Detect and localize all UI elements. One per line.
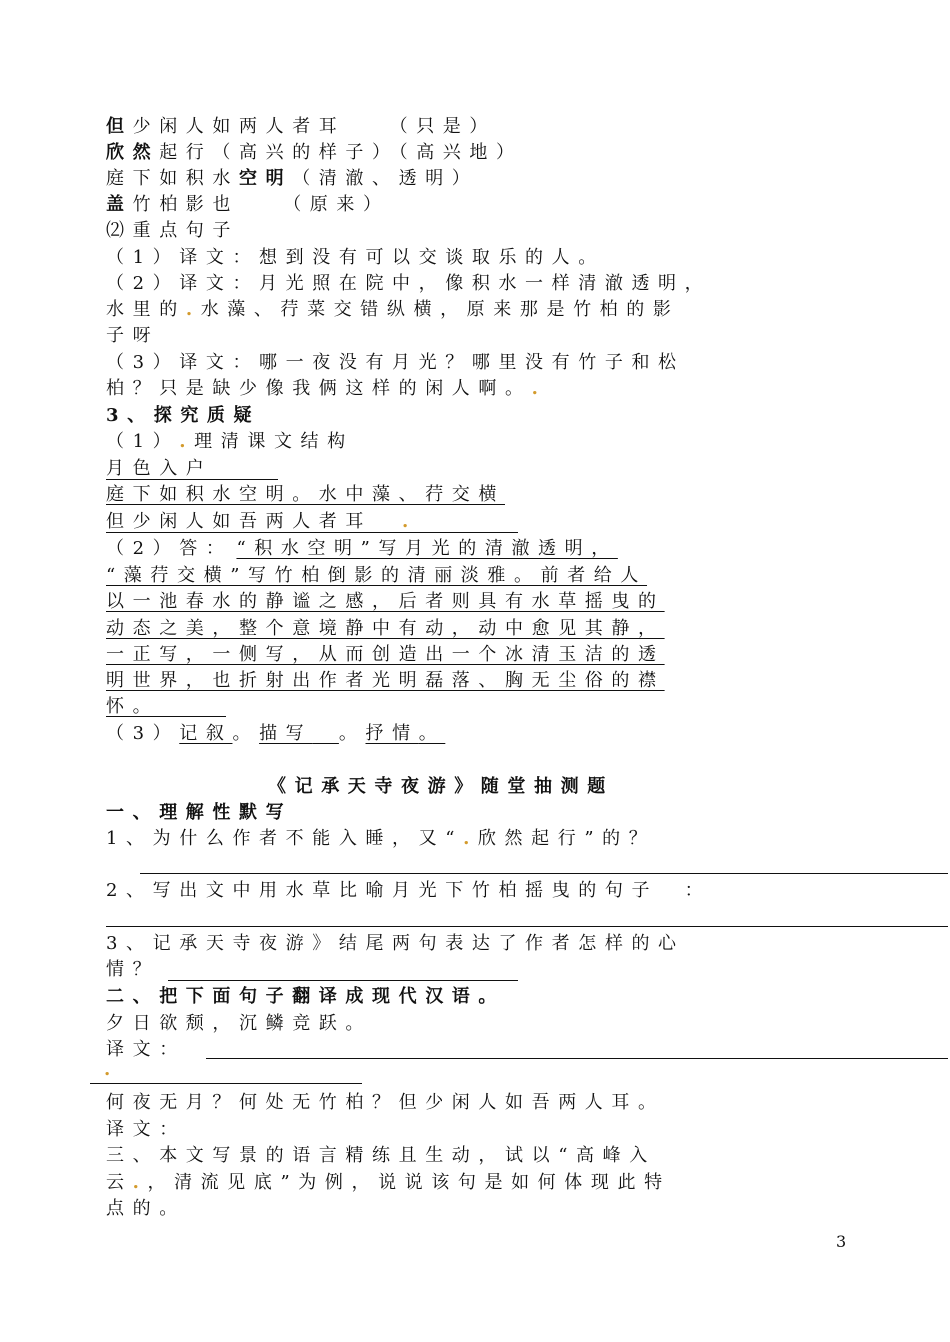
quiz-question-3-cont: 情？ [106, 959, 160, 980]
vocab-line-1: 但少闲人如两人者耳 （只是） [106, 116, 497, 137]
page-number: 3 [836, 1232, 847, 1251]
answer-2: （2）答： “积水空明”写月光的清澈透明， [106, 538, 618, 559]
quiz-question-3: 3、记承天寺夜游》结尾两句表达了作者怎样的心 [106, 933, 685, 954]
mark-dot: . [463, 828, 478, 849]
mark-dot: . [402, 511, 417, 532]
mark-dot: . [132, 1172, 148, 1193]
translation-label-2: 译文： [106, 1119, 186, 1140]
translation-2: （2）译文：月光照在院中，像积水一样清澈透明， [106, 273, 712, 294]
quiz-section-3-end: 点的。 [106, 1198, 186, 1219]
answer-blank-line[interactable] [90, 1083, 362, 1084]
answer-2-line-3: 以一池春水的静谧之感，后者则具有水草摇曳的 [106, 591, 665, 612]
mark-dot: . [531, 378, 547, 399]
translation-1: （1）译文：想到没有可以交谈取乐的人。 [106, 247, 605, 268]
translation-3: （3）译文：哪一夜没有月光？哪里没有竹子和松 [106, 352, 685, 373]
keyword: 但 [106, 116, 133, 137]
translation-label: 译文： [106, 1039, 186, 1060]
answer-blank-line[interactable] [140, 873, 948, 874]
underline [106, 532, 518, 533]
answer-2-line-7: 怀。 [106, 696, 160, 717]
quiz-title: 《记承天寺夜游》随堂抽测题 [268, 776, 614, 797]
translation-2-cont: 水里的.水藻、荇菜交错纵横，原来那是竹柏的影 [106, 299, 680, 320]
vocab-line-2: 欣然起行（高兴的样子）（高兴地） [106, 142, 523, 163]
structure-line-2: 庭下如积水空明。水中藻、荇交横 [106, 484, 505, 505]
mark-dot: . [179, 431, 195, 452]
structure-line-1: 月色入户 [106, 458, 213, 479]
sentence-1: 夕日欲颓，沉鳞竞跃。 [106, 1013, 372, 1034]
keyword: 空明 [239, 168, 293, 189]
key-sentences-heading: ⑵重点句子 [106, 220, 239, 241]
keyword: 欣然 [106, 142, 160, 163]
answer-3: （3）记叙。描写 。抒情。 [106, 723, 446, 744]
structure-line-3: 但少闲人如吾两人者耳 . [106, 511, 417, 532]
answer-2-line-5: 一正写，一侧写，从而创造出一个冰清玉洁的透 [106, 644, 665, 665]
quiz-question-1: 1、为什么作者不能入睡，又“.欣然起行”的？ [106, 828, 656, 849]
translation-3-cont: 柏？只是缺少像我俩这样的闲人啊。. [106, 378, 547, 399]
answer-blank-line[interactable] [206, 1058, 948, 1059]
quiz-section-3-cont: 云.，清流见底”为例，说说该句是如何体现此特 [106, 1172, 671, 1193]
answer-blank-line[interactable] [106, 926, 948, 927]
keyword: 盖 [106, 194, 133, 215]
quiz-section-3: 三、本文写景的语言精练且生动，试以“高峰入 [106, 1145, 656, 1166]
answer-2-line-2: “藻荇交横”写竹柏倒影的清丽淡雅。前者给人 [106, 565, 648, 586]
section-heading: 3、探究质疑 [106, 405, 261, 426]
vocab-line-3: 庭下如积水空明（清澈、透明） [106, 168, 479, 189]
quiz-section-2: 二、把下面句子翻译成现代汉语。 [106, 986, 505, 1007]
answer-2-line-6: 明世界，也折射出作者光明磊落、胸无尘俗的襟 [106, 670, 665, 691]
underline [106, 716, 226, 717]
sentence-2: 何夜无月？何处无竹柏？但少闲人如吾两人耳。 [106, 1092, 665, 1113]
vocab-line-4: 盖竹柏影也 （原来） [106, 194, 390, 215]
answer-2-line-4: 动态之美，整个意境静中有动，动中愈见其静， [106, 618, 665, 639]
quiz-question-2: 2、写出文中用水草比喻月光下竹柏摇曳的句子 ： [106, 880, 712, 901]
underline [106, 479, 278, 480]
translation-2-end: 子呀 [106, 325, 160, 346]
quiz-section-1: 一、理解性默写 [106, 802, 293, 823]
mark-dot: . [104, 1059, 111, 1080]
mark-dot: . [185, 299, 201, 320]
answer-blank-line[interactable] [168, 980, 518, 981]
question-1: （1）.理清课文结构 [106, 431, 354, 452]
